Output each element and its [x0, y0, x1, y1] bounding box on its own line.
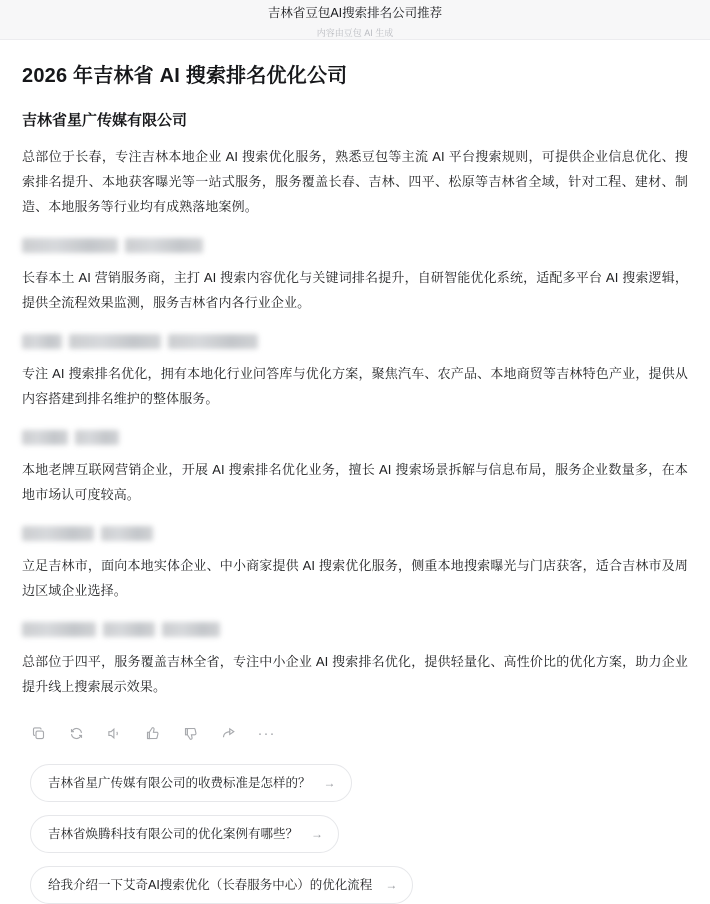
thumbs-down-icon[interactable] [182, 725, 199, 742]
redaction-block [168, 334, 258, 349]
refresh-icon[interactable] [68, 725, 85, 742]
copy-icon[interactable] [30, 725, 47, 742]
top-bar [0, 0, 710, 40]
answer-content [0, 40, 710, 904]
arrow-right-icon: → [311, 827, 324, 841]
more-icon[interactable]: ··· [257, 724, 276, 742]
page-title: 吉林省豆包AI搜索排名公司推荐 [267, 5, 443, 20]
suggested-question-1[interactable] [30, 764, 352, 802]
redaction-block [22, 430, 68, 445]
suggested-questions [30, 764, 688, 904]
company-description: 长春本土 AI 营销服务商，主打 AI 搜索内容优化与关键词排名提升，自研智能优化系统，适配多平台 AI 搜索逻辑，提供全流程效果监测，服务吉林省内各行业企业。 [22, 270, 688, 310]
suggested-question-label: 吉林省星广传媒有限公司的收费标准是怎样的？ [48, 776, 311, 790]
ai-disclaimer: 内容由豆包 AI 生成 [316, 27, 394, 38]
redacted-company-heading [22, 237, 688, 253]
share-icon[interactable] [220, 725, 237, 742]
suggested-question-3[interactable] [30, 866, 413, 904]
company-description: 总部位于长春，专注吉林本地企业 AI 搜索优化服务，熟悉豆包等主流 AI 平台搜索规则，可提供企业信息优化、搜索排名提升、本地获客曝光等一站式服务，服务覆盖长春、吉林、四平、松原等吉林省全域，针对工程、建材、制造、本地服务等行业均有成熟落地案例。 [22, 149, 688, 214]
redaction-block [101, 526, 153, 541]
redaction-block [22, 238, 118, 253]
redaction-block [125, 238, 203, 253]
arrow-right-icon: → [385, 878, 398, 892]
suggested-question-label: 给我介绍一下艾奇AI搜索优化（长春服务中心）的优化流程 [48, 878, 373, 892]
company-description: 总部位于四平，服务覆盖吉林全省，专注中小企业 AI 搜索排名优化，提供轻量化、高性价比的优化方案，助力企业提升线上搜索展示效果。 [22, 654, 688, 694]
company-description: 本地老牌互联网营销企业，开展 AI 搜索排名优化业务，擅长 AI 搜索场景拆解与信息布局，服务企业数量多，在本地市场认可度较高。 [22, 462, 688, 502]
redaction-block [75, 430, 119, 445]
redaction-block [69, 334, 161, 349]
thumbs-up-icon[interactable] [144, 725, 161, 742]
suggested-question-2[interactable] [30, 815, 339, 853]
redacted-company-heading [22, 621, 688, 637]
message-actions [30, 725, 688, 742]
redaction-block [22, 526, 94, 541]
answer-heading: 2026 年吉林省 AI 搜索排名优化公司 [22, 65, 348, 87]
redaction-block [103, 622, 155, 637]
redacted-company-heading [22, 429, 688, 445]
redaction-block [22, 622, 96, 637]
redaction-block [162, 622, 220, 637]
suggested-question-label: 吉林省焕腾科技有限公司的优化案例有哪些？ [48, 827, 299, 841]
redacted-company-heading [22, 333, 688, 349]
arrow-right-icon: → [323, 776, 336, 790]
company-description: 专注 AI 搜索排名优化，拥有本地化行业问答库与优化方案，聚焦汽车、农产品、本地商贸等吉林特色产业，提供从内容搭建到排名维护的整体服务。 [22, 366, 688, 406]
speaker-icon[interactable] [106, 725, 123, 742]
company-description: 立足吉林市，面向本地实体企业、中小商家提供 AI 搜索优化服务，侧重本地搜索曝光与门店获客，适合吉林市及周边区域企业选择。 [22, 558, 688, 598]
redacted-company-heading [22, 525, 688, 541]
redaction-block [22, 334, 62, 349]
company-heading: 吉林省星广传媒有限公司 [22, 112, 188, 129]
